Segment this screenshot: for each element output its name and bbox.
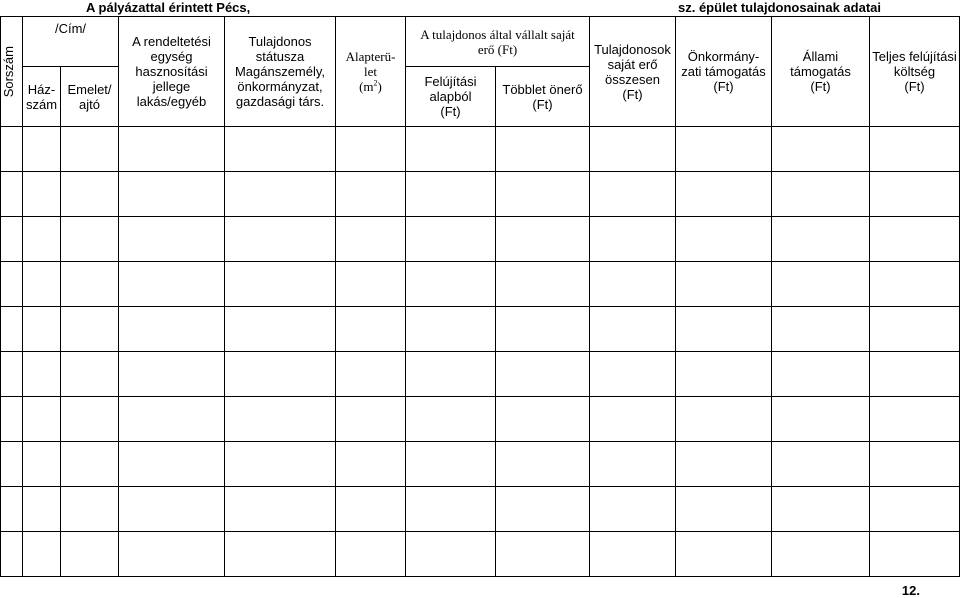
table-cell[interactable]: [772, 262, 870, 307]
col-alapterulet: Alapterü- let $(m^2)$: [336, 17, 406, 127]
table-cell[interactable]: [23, 217, 61, 262]
table-cell[interactable]: [870, 532, 960, 577]
table-cell[interactable]: [676, 262, 772, 307]
table-cell[interactable]: [119, 127, 225, 172]
table-row: [1, 532, 960, 577]
table-cell[interactable]: [336, 127, 406, 172]
table-body: [1, 127, 960, 577]
table-cell[interactable]: [676, 172, 772, 217]
table-cell[interactable]: [406, 217, 496, 262]
table-cell[interactable]: [23, 307, 61, 352]
table-row: [1, 262, 960, 307]
table-cell[interactable]: [61, 487, 119, 532]
table-cell[interactable]: [61, 397, 119, 442]
table-cell[interactable]: [225, 172, 336, 217]
table-cell[interactable]: [496, 442, 590, 487]
table-cell[interactable]: [676, 127, 772, 172]
table-cell[interactable]: [1, 217, 23, 262]
table-cell[interactable]: [406, 172, 496, 217]
table-cell[interactable]: [496, 352, 590, 397]
table-cell[interactable]: [870, 442, 960, 487]
table-cell[interactable]: [870, 127, 960, 172]
table-cell[interactable]: [61, 307, 119, 352]
title-prefix: A pályázattal érintett Pécs,: [86, 0, 251, 15]
title-suffix: sz. épület tulajdonosainak adatai: [678, 0, 881, 15]
table-cell[interactable]: [336, 397, 406, 442]
table-cell[interactable]: [870, 262, 960, 307]
col-teljes: Teljes felújítási költség (Ft): [870, 17, 960, 127]
table-cell[interactable]: [225, 352, 336, 397]
table-cell[interactable]: [119, 487, 225, 532]
table-cell[interactable]: [496, 532, 590, 577]
table-cell[interactable]: [676, 532, 772, 577]
table-cell[interactable]: [496, 307, 590, 352]
table-cell[interactable]: [590, 352, 676, 397]
table-cell[interactable]: [61, 352, 119, 397]
table-row: [1, 352, 960, 397]
table-cell[interactable]: [496, 172, 590, 217]
table-cell[interactable]: [406, 532, 496, 577]
table-cell[interactable]: [406, 127, 496, 172]
col-onero-group: A tulajdonos által vállalt saját erő (Ft): [406, 17, 590, 67]
table-cell[interactable]: [336, 217, 406, 262]
col-sorszam-label: Sorszám: [1, 45, 16, 98]
table-cell[interactable]: [225, 442, 336, 487]
table-cell[interactable]: [225, 532, 336, 577]
col-allami: Állami támogatás (Ft): [772, 17, 870, 127]
table-cell[interactable]: [225, 127, 336, 172]
table-cell[interactable]: [772, 532, 870, 577]
table-cell[interactable]: [23, 532, 61, 577]
table-cell[interactable]: [406, 307, 496, 352]
table-cell[interactable]: [772, 217, 870, 262]
owners-table: [0, 16, 960, 577]
table-cell[interactable]: [406, 262, 496, 307]
table-cell[interactable]: [119, 442, 225, 487]
table-cell[interactable]: [336, 442, 406, 487]
col-cim: /Cím/: [23, 17, 119, 67]
table-cell[interactable]: [496, 397, 590, 442]
table-cell[interactable]: [336, 532, 406, 577]
col-felujitasi: Felújítási alapból (Ft): [406, 67, 496, 127]
col-osszesen: Tulajdonosok saját erő összesen (Ft): [590, 17, 676, 127]
table-cell[interactable]: [590, 217, 676, 262]
table-cell[interactable]: [406, 397, 496, 442]
table-cell[interactable]: [23, 172, 61, 217]
table-cell[interactable]: [870, 217, 960, 262]
table-cell[interactable]: [1, 352, 23, 397]
table-cell[interactable]: [590, 487, 676, 532]
table-cell[interactable]: [590, 532, 676, 577]
table-cell[interactable]: [496, 487, 590, 532]
table-cell[interactable]: [590, 397, 676, 442]
col-tulajdonos: Tulajdonos státusza Magánszemély, önkormányzat, gazdasági társ.: [225, 17, 336, 127]
table-cell[interactable]: [23, 442, 61, 487]
table-row: [1, 127, 960, 172]
table-cell[interactable]: [225, 217, 336, 262]
table-cell[interactable]: [225, 397, 336, 442]
table-cell[interactable]: [336, 172, 406, 217]
page-number: 12.: [901, 583, 920, 598]
table-cell[interactable]: [119, 262, 225, 307]
table-cell[interactable]: [406, 352, 496, 397]
table-row: [1, 172, 960, 217]
table-cell[interactable]: [1, 262, 23, 307]
table-cell[interactable]: [496, 217, 590, 262]
col-tobblet: Többlet önerő (Ft): [496, 67, 590, 127]
table-row: [1, 442, 960, 487]
table-cell[interactable]: [496, 262, 590, 307]
table-cell[interactable]: [336, 262, 406, 307]
table-cell[interactable]: [590, 172, 676, 217]
table-cell[interactable]: [676, 217, 772, 262]
col-sorszam: [1, 17, 23, 127]
col-onkormanyzati: Önkormány- zati támogatás (Ft): [676, 17, 772, 127]
table-cell[interactable]: [406, 487, 496, 532]
table-cell[interactable]: [119, 532, 225, 577]
table-cell[interactable]: [1, 442, 23, 487]
table-cell[interactable]: [590, 262, 676, 307]
table-cell[interactable]: [336, 352, 406, 397]
table-cell[interactable]: [676, 442, 772, 487]
table-cell[interactable]: [336, 307, 406, 352]
table-cell[interactable]: [590, 442, 676, 487]
table-cell[interactable]: [225, 262, 336, 307]
table-cell[interactable]: [1, 127, 23, 172]
table-cell[interactable]: [119, 397, 225, 442]
table-cell[interactable]: [772, 352, 870, 397]
table-cell[interactable]: [772, 397, 870, 442]
table-cell[interactable]: [23, 352, 61, 397]
table-cell[interactable]: [23, 487, 61, 532]
table-row: [1, 217, 960, 262]
table-cell[interactable]: [870, 397, 960, 442]
table-cell[interactable]: [119, 172, 225, 217]
table-cell[interactable]: [119, 217, 225, 262]
table-cell[interactable]: [61, 127, 119, 172]
table-cell[interactable]: [119, 307, 225, 352]
table-cell[interactable]: [1, 172, 23, 217]
table-cell[interactable]: [61, 262, 119, 307]
table-cell[interactable]: [1, 307, 23, 352]
table-cell[interactable]: [61, 172, 119, 217]
table-cell[interactable]: [676, 397, 772, 442]
col-hazszam: Ház- szám: [23, 67, 61, 127]
table-cell[interactable]: [870, 487, 960, 532]
table-cell[interactable]: [61, 217, 119, 262]
table-row: [1, 307, 960, 352]
table-cell[interactable]: [676, 352, 772, 397]
table-cell[interactable]: [772, 442, 870, 487]
table-cell[interactable]: [225, 487, 336, 532]
col-jelleg: A rendeltetési egység hasznosítási jellege lakás/egyéb: [119, 17, 225, 127]
form-title: [86, 0, 956, 16]
table-cell[interactable]: [61, 532, 119, 577]
table-cell[interactable]: [23, 127, 61, 172]
table-cell[interactable]: [336, 487, 406, 532]
table-cell[interactable]: [590, 127, 676, 172]
table-cell[interactable]: [772, 127, 870, 172]
table-cell[interactable]: [772, 172, 870, 217]
table-cell[interactable]: [870, 172, 960, 217]
table-cell[interactable]: [61, 442, 119, 487]
table-cell[interactable]: [676, 487, 772, 532]
table-cell[interactable]: [1, 487, 23, 532]
footer-line: [50, 576, 958, 577]
table-cell[interactable]: [772, 307, 870, 352]
table-cell[interactable]: [870, 352, 960, 397]
table-cell[interactable]: [870, 307, 960, 352]
table-cell[interactable]: [772, 487, 870, 532]
table-cell[interactable]: [23, 397, 61, 442]
table-cell[interactable]: [496, 127, 590, 172]
col-emelet: Emelet/ ajtó: [61, 67, 119, 127]
table-cell[interactable]: [225, 307, 336, 352]
table-cell[interactable]: [676, 307, 772, 352]
table-cell[interactable]: [119, 352, 225, 397]
table-cell[interactable]: [406, 442, 496, 487]
table-cell[interactable]: [590, 307, 676, 352]
table-cell[interactable]: [1, 532, 23, 577]
table-row: [1, 487, 960, 532]
table-cell[interactable]: [23, 262, 61, 307]
table-cell[interactable]: [1, 397, 23, 442]
table-row: [1, 397, 960, 442]
